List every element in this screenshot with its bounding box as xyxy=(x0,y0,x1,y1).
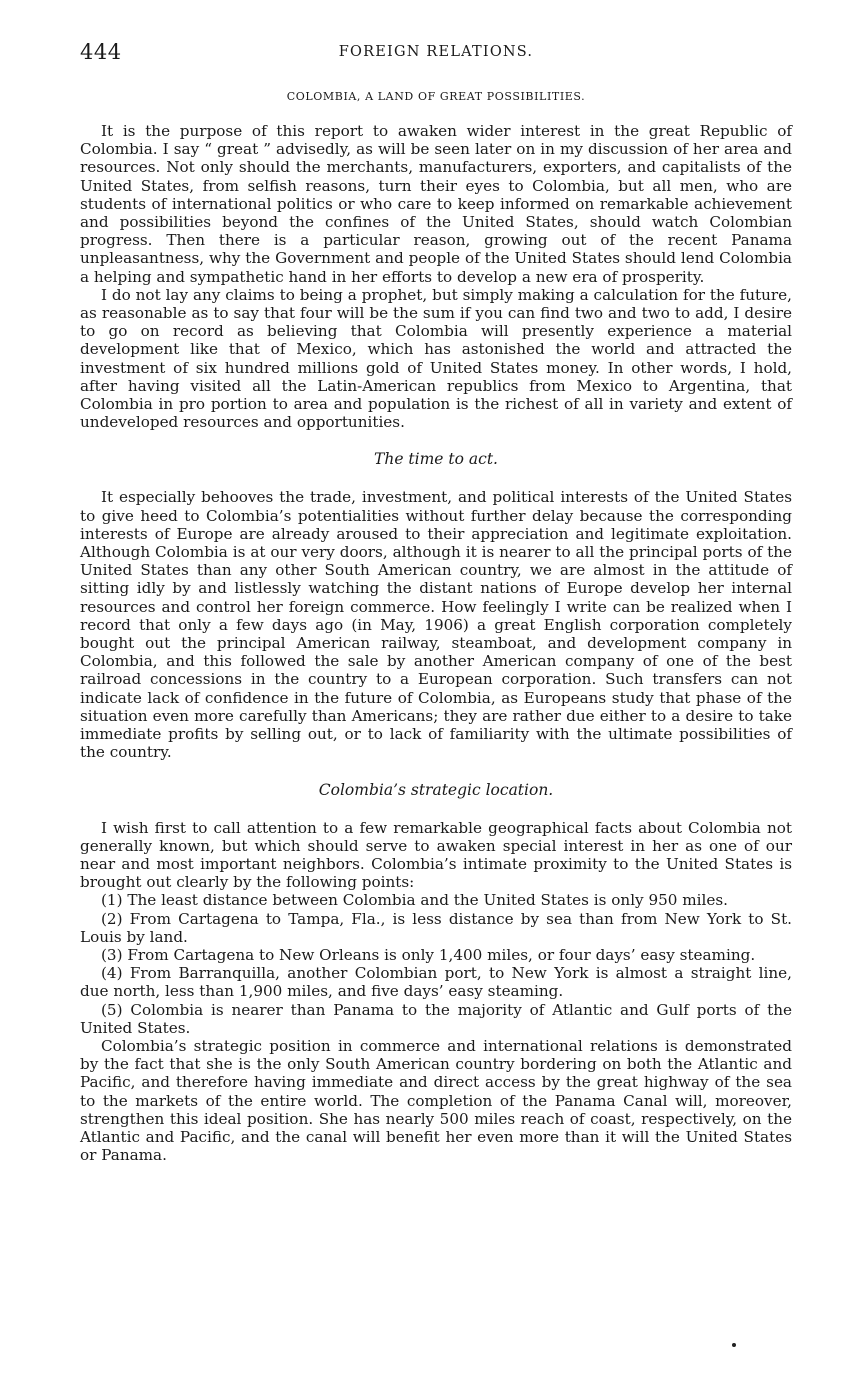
section-heading-strategic-location: Colombia’s strategic location. xyxy=(318,780,554,799)
strategic-location-closing: Colombia’s strategic position in commerce and international relations is demonstrated by the fact that she is the only South American country bordering on both the Atlantic and Pacific, and therefore having immediate and direct access by the great highway of the sea to the markets of the entire world. The completion of the Panama Canal will, moreover, strengthen this ideal position. She has nearly 500 miles reach of coast, respectively, on the Atlantic and Pacific, and the canal will benefit her even more than it will the United States or Panama. xyxy=(80,1036,792,1165)
page-number: 444 xyxy=(80,40,122,64)
article-title: COLOMBIA, A LAND OF GREAT POSSIBILITIES. xyxy=(286,90,586,103)
intro-paragraph-1: It is the purpose of this report to awaken wider interest in the great Republic of Colombia. I say “ great ” advisedly, as will be seen later on in my discussion of her area and resources. Not only should the merchants, manufacturers, exporters, and capitalists of the United States, from selfish reasons, turn their eyes to Colombia, but all men, who are students of international politics or who care to keep informed on remarkable achievement and possibilities beyond the confines of the United States, should watch Colombian progress. Then there is a particular reason, growing out of the recent Panama unpleasantness, why the Government and people of the United States should lend Colombia a helping and sympathetic hand in her efforts to develop a new era of prosperity. xyxy=(80,122,792,286)
point-5: (5) Colombia is nearer than Panama to the majority of Atlantic and Gulf ports of the United States. xyxy=(80,1000,792,1037)
point-2: (2) From Cartagena to Tampa, Fla., is less distance by sea than from New York to St. Louis by land. xyxy=(80,909,792,946)
time-to-act-paragraph: It especially behooves the trade, investment, and political interests of the United States to give heed to Colombia’s potentialities without further delay because the corresponding interests of Europe are already aroused to their appreciation and legitimate exploitation. Although Colombia is at our very doors, although it is nearer to all the principal ports of the United States than any other South American country, we are almost in the attitude of sitting idly by and listlessly watching the distant nations of Europe develop her internal resources and control her foreign commerce. How feelingly I write can be realized when I record that only a few days ago (in May, 1906) a great English corporation completely bought out the principal American railway, steamboat, and development company in Colombia, and this followed the sale by another American company of one of the best railroad concessions in the country to a European corporation. Such transfers can not indicate lack of confidence in the future of Colombia, as Europeans study that phase of the situation even more carefully than Americans; they are rather due either to a desire to take immediate profits by selling out, or to lack of familiarity with the ultimate possibilities of the country. xyxy=(80,488,792,762)
point-3: (3) From Cartagena to New Orleans is only 1,400 miles, or four days’ easy steaming. xyxy=(101,945,756,964)
strategic-location-intro: I wish first to call attention to a few remarkable geographical facts about Colombia not generally known, but which should serve to awaken special interest in her as one of our near and most important neighbors. Colombia’s intimate proximity to the United States is brought out clearly by the following points: xyxy=(80,818,792,892)
document-page xyxy=(80,36,792,1164)
ink-dot xyxy=(732,1343,736,1347)
point-4: (4) From Barranquilla, another Colombian port, to New York is almost a straight line, due north, less than 1,900 miles, and five days’ easy steaming. xyxy=(80,964,792,1001)
intro-paragraph-2: I do not lay any claims to being a prophet, but simply making a calculation for the future, as reasonable as to say that four will be the sum if you can find two and two to add, I desire to go on record as believing that Colombia will presently experience a material development like that of Mexico, which has astonished the world and attracted the investment of six hundred millions gold of United States money. In other words, I hold, after having visited all the Latin-American republics from Mexico to Argentina, that Colombia in pro portion to area and population is the richest of all in variety and extent of undeveloped resources and opportunities. xyxy=(80,285,792,432)
running-title: FOREIGN RELATIONS. xyxy=(338,44,534,60)
running-head xyxy=(80,36,792,68)
point-1: (1) The least distance between Colombia and the United States is only 950 miles. xyxy=(101,891,729,910)
section-heading-time-to-act: The time to act. xyxy=(374,450,498,469)
